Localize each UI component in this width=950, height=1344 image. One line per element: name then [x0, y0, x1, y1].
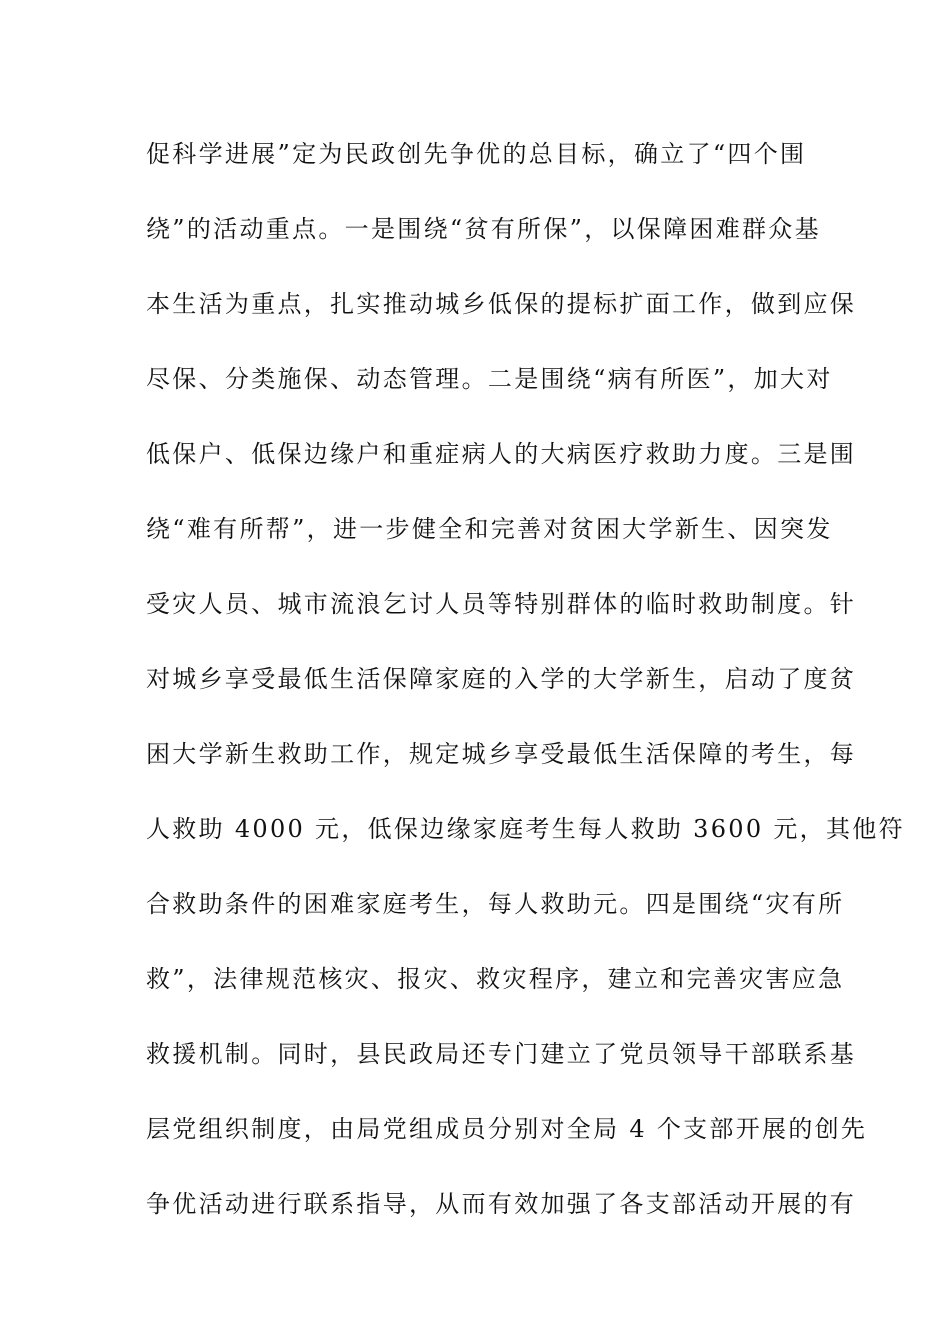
text-line: 受灾人员、城市流浪乞讨人员等特别群体的临时救助制度。针: [146, 590, 857, 618]
text-line: 人救助 4000 元，低保边缘家庭考生每人救助 3600 元，其他符: [146, 815, 905, 843]
text-line: 救”，法律规范核灾、报灾、救灾程序，建立和完善灾害应急: [146, 965, 845, 993]
text-line: 对城乡享受最低生活保障家庭的入学的大学新生，启动了度贫: [146, 665, 857, 693]
text-line: 救援机制。同时，县民政局还专门建立了党员领导干部联系基: [146, 1040, 857, 1068]
text-line: 绕”的活动重点。一是围绕“贫有所保”，以保障困难群众基: [146, 215, 821, 243]
text-line: 绕“难有所帮”，进一步健全和完善对贫困大学新生、因突发: [146, 515, 833, 543]
text-line: 层党组织制度，由局党组成员分别对全局 4 个支部开展的创先: [146, 1115, 868, 1143]
text-line: 困大学新生救助工作，规定城乡享受最低生活保障的考生，每: [146, 740, 857, 768]
text-line: 促科学进展”定为民政创先争优的总目标，确立了“四个围: [146, 140, 807, 168]
text-line: 低保户、低保边缘户和重症病人的大病医疗救助力度。三是围: [146, 440, 857, 468]
text-line: 合救助条件的困难家庭考生，每人救助元。四是围绕“灾有所: [146, 890, 845, 918]
body-text: [146, 132, 905, 1257]
text-line: 本生活为重点，扎实推动城乡低保的提标扩面工作，做到应保: [146, 290, 857, 318]
text-line: 争优活动进行联系指导，从而有效加强了各支部活动开展的有: [146, 1190, 857, 1218]
text-line: 尽保、分类施保、动态管理。二是围绕“病有所医”，加大对: [146, 365, 833, 393]
